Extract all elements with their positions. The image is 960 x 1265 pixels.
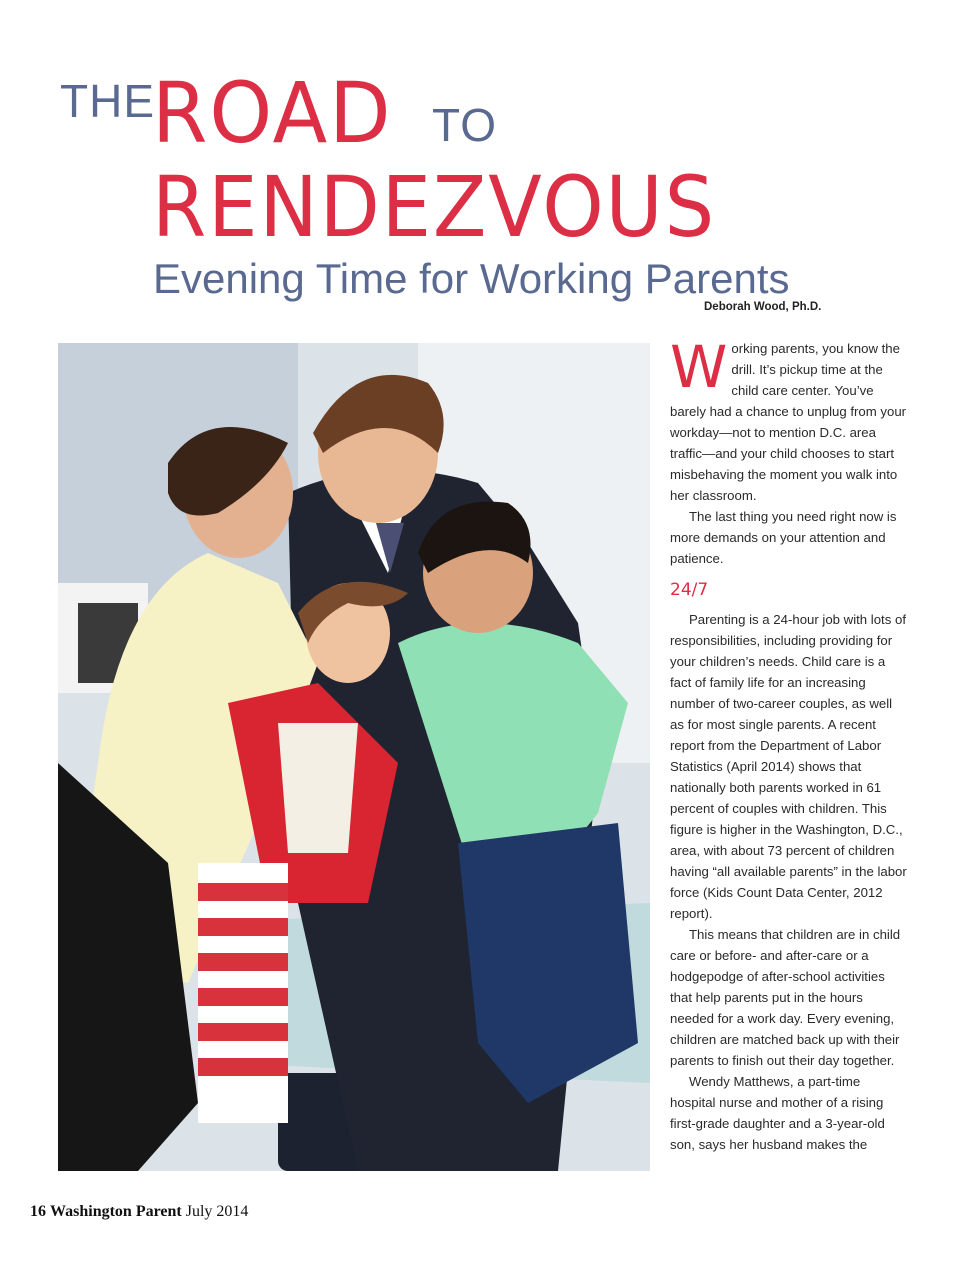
author-byline: Deborah Wood, Ph.D. bbox=[704, 301, 822, 313]
family-hug-photo bbox=[58, 343, 650, 1171]
lead-text: orking parents, you know the drill. It’s pickup time at the child care center. You’ve barely had a chance to unplug from your workday—not to mention D.C. area traffic—and your child chooses to start misbehaving the moment you walk into her classroom. bbox=[670, 341, 907, 503]
title-word-to: TO bbox=[432, 99, 498, 151]
drop-cap: W bbox=[670, 333, 728, 401]
publication-name: Washington Parent bbox=[50, 1203, 182, 1220]
lead-paragraph bbox=[670, 333, 908, 506]
page-footer bbox=[30, 1203, 248, 1221]
issue-date: July 2014 bbox=[185, 1203, 249, 1220]
article-body bbox=[670, 333, 908, 1155]
page-number: 16 bbox=[30, 1203, 46, 1220]
paragraph-5: Wendy Matthews, a part-time hospital nurse and mother of a rising first-grade daughter and a 3-year-old son, says her husband makes the bbox=[670, 1074, 885, 1152]
title-word-the: THE bbox=[60, 75, 155, 127]
paragraph-2: The last thing you need right now is more demands on your attention and patience. bbox=[670, 509, 897, 566]
section-heading: 24/7 bbox=[670, 580, 709, 600]
paragraph-4: This means that children are in child care or before- and after-care or a hodgepodge of after-school activities that help parents put in the hours needed for a work day. Every evening, children are matched back up with their parents to finish out their day together. bbox=[670, 927, 901, 1068]
title-word-road: ROAD bbox=[152, 64, 393, 162]
article-subtitle: Evening Time for Working Parents bbox=[153, 255, 790, 302]
paragraph-3: Parenting is a 24-hour job with lots of responsibilities, including providing for your children’s needs. Child care is a fact of family life for an increasing number of two-career couples, as well as for most single parents. A recent report from the Department of Labor Statistics (April 2014) shows that nationally both parents worked in 61 percent of couples with children. This figure is higher in the Washington, D.C., area, with about 73 percent of children having “all available parents” in the labor force (Kids Count Data Center, 2012 report). bbox=[670, 612, 907, 921]
title-word-rendezvous: RENDEZVOUS bbox=[152, 158, 717, 256]
